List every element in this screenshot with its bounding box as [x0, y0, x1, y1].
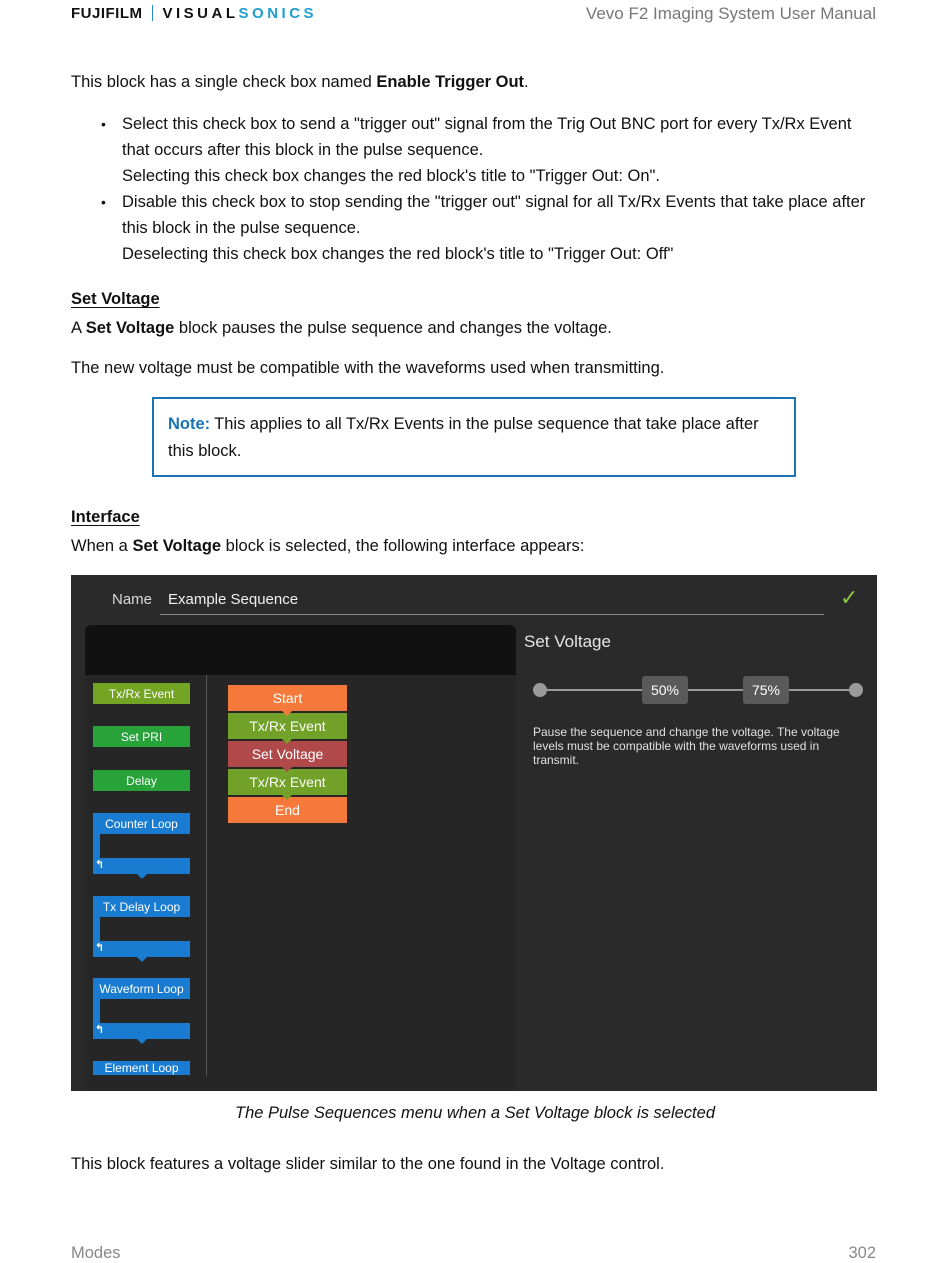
note-box [152, 397, 796, 477]
palette-element-loop[interactable]: Element Loop [93, 1061, 190, 1075]
bullet-disable: • Disable this check box to stop sending the "trigger out" signal for all Tx/Rx Events that take place after this block in the pulse sequence. Deselecting this check box changes the red block's title to "Trigger Out: Off" [122, 189, 882, 267]
set-voltage-paragraph: A Set Voltage block pauses the pulse sequence and changes the voltage. [71, 319, 612, 337]
pulse-sequences-screenshot [71, 575, 877, 1091]
sequence-txrx-block-1[interactable]: Tx/Rx Event [228, 713, 347, 739]
waveform-loop-end[interactable] [93, 1023, 190, 1039]
bullet-enable: • Select this check box to send a "trigger out" signal from the Trig Out BNC port for every Tx/Rx Event that occurs after this block in the pulse sequence. Selecting this check box changes the red block's title to "Trigger Out: On". [122, 111, 882, 189]
waveform-loop-bracket [93, 999, 100, 1023]
sequence-toolbar [85, 625, 516, 675]
voltage-slider-track[interactable] [540, 689, 856, 691]
slider-min-knob [533, 683, 547, 697]
company-logo [71, 4, 317, 22]
compatibility-paragraph: The new voltage must be compatible with the waveforms used when transmitting. [71, 359, 665, 377]
name-input[interactable]: Example Sequence [168, 591, 299, 608]
panel-divider [206, 675, 207, 1076]
loop-back-icon: ↰ [95, 942, 105, 954]
manual-title: Vevo F2 Imaging System User Manual [585, 4, 876, 23]
set-voltage-heading: Set Voltage [71, 290, 160, 308]
sequence-set-voltage-block[interactable]: Set Voltage [228, 741, 347, 767]
intro-paragraph: This block has a single check box named Enable Trigger Out. [71, 73, 529, 91]
palette-waveform-loop[interactable]: Waveform Loop [93, 978, 190, 999]
note-label: Note: [168, 415, 211, 433]
interface-heading: Interface [71, 508, 140, 526]
counter-loop-end[interactable] [93, 858, 190, 874]
tx-delay-loop-end[interactable] [93, 941, 190, 957]
palette-counter-loop[interactable]: Counter Loop [93, 813, 190, 834]
figure-caption: The Pulse Sequences menu when a Set Voltage block is selected [234, 1104, 715, 1122]
palette-set-pri[interactable]: Set PRI [93, 726, 190, 747]
interface-paragraph: When a Set Voltage block is selected, the following interface appears: [71, 537, 585, 555]
checkmark-icon[interactable]: ✓ [840, 585, 859, 610]
fujifilm-logo-text: FUJIFILM [71, 4, 143, 22]
tx-delay-loop-bracket [93, 917, 100, 941]
slider-max-knob [849, 683, 863, 697]
palette-delay[interactable]: Delay [93, 770, 190, 791]
set-voltage-description: Pause the sequence and change the voltage. The voltage levels must be compatible with the waveforms used in transmit. [533, 725, 840, 767]
counter-loop-bracket [93, 834, 100, 858]
closing-paragraph: This block features a voltage slider similar to the one found in the Voltage control. [71, 1155, 665, 1173]
loop-back-icon: ↰ [95, 1024, 105, 1036]
palette-tx-delay-loop[interactable]: Tx Delay Loop [93, 896, 190, 917]
page-number: 302 [848, 1244, 876, 1262]
name-input-underline [160, 614, 824, 615]
logo-separator [152, 5, 153, 21]
note-text: This applies to all Tx/Rx Events in the pulse sequence that take place after this block. [168, 415, 759, 460]
voltage-high-handle[interactable]: 75% [743, 676, 789, 704]
voltage-low-handle[interactable]: 50% [642, 676, 688, 704]
footer-section: Modes [71, 1244, 121, 1262]
set-voltage-panel-title: Set Voltage [524, 632, 611, 651]
sequence-txrx-block-2[interactable]: Tx/Rx Event [228, 769, 347, 795]
palette-txrx-event[interactable]: Tx/Rx Event [93, 683, 190, 704]
sequence-end-block[interactable]: End [228, 797, 347, 823]
sequence-start-block[interactable]: Start [228, 685, 347, 711]
visualsonics-logo-text: VISUALSONICS [162, 4, 318, 22]
name-label: Name [112, 591, 153, 608]
loop-back-icon: ↰ [95, 859, 105, 871]
